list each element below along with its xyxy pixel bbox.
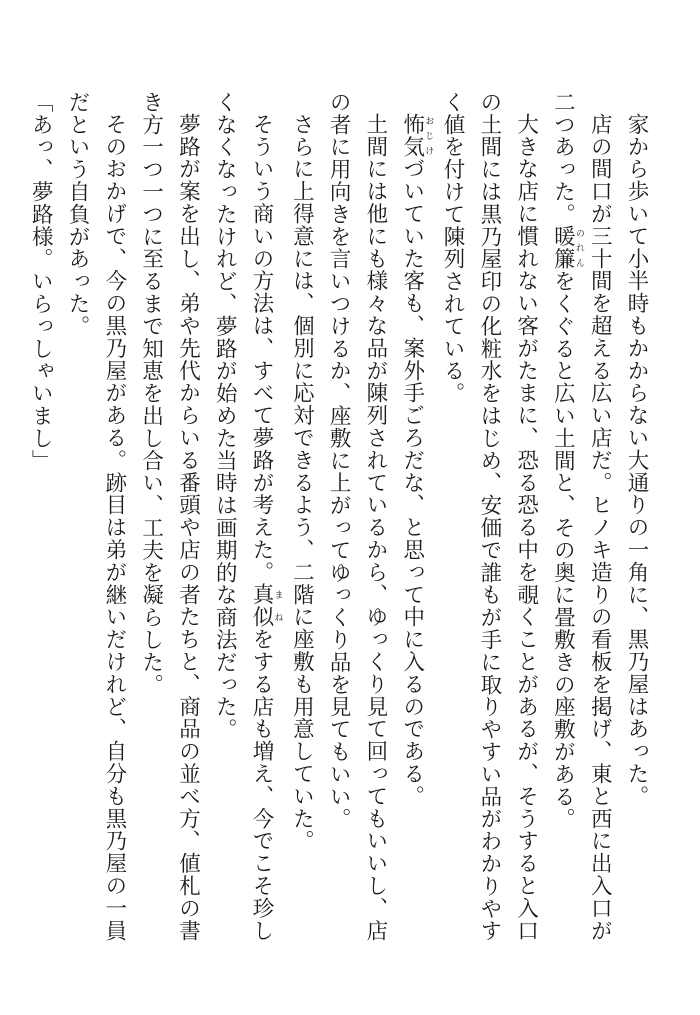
paragraph-10 — [21, 91, 58, 951]
paragraph-3 — [433, 91, 543, 951]
paragraph-4 — [393, 91, 433, 951]
paragraph-6 — [283, 91, 320, 951]
ruby-reading: のれん — [573, 225, 584, 271]
text-segment: 大きな店に慣れない客がたまに、恐る恐る中を覗くことがあるが、そうすると入口の土間には黒乃屋印の化粧水をはじめ、安価で誰もが手に取りやすい品がわかりやすく値を付けて陳列されている。 — [440, 91, 539, 943]
ruby-annotation — [550, 225, 584, 271]
text-segment: をくぐると広い土間と、その奥に畳敷きの座敷がある。 — [550, 270, 576, 831]
text-segment: さらに上得意には、個別に応対できるよう、二階に座敷も用意していた。 — [289, 112, 315, 852]
paragraph-1 — [617, 91, 654, 951]
vertical-text-body — [21, 91, 654, 951]
paragraph-2 — [544, 91, 618, 951]
text-segment: づいていた客も、案外手ごろだな、と思って中に入るのである。 — [399, 157, 425, 807]
paragraph-7 — [205, 91, 282, 951]
text-segment: 家から歩いて小半時もかからない大通りの一角に、黒乃屋はあった。 — [624, 112, 649, 807]
ruby-reading: おじけ — [423, 112, 434, 158]
text-segment: 土間には他にも様々な品が陳列されているから、ゆっくり見て回ってもいいし、店の者に用向きを言いつけるか、座敷に上がってゆっくり品を見てもいい。 — [326, 91, 388, 942]
paragraph-9 — [58, 91, 132, 951]
paragraph-5 — [319, 91, 393, 951]
ruby-base: 真似 — [249, 582, 275, 628]
ruby-base: 怖気 — [399, 112, 425, 158]
ruby-annotation — [249, 582, 283, 628]
text-segment: をする店も増え、今でこそ珍しくなくなったけれど、夢路が始めた当時は画期的な商法だった。 — [212, 91, 275, 942]
text-segment: 夢路が案を出し、弟や先代からいる番頭や店の者たちと、商品の並べ方、値札の書き方一つ一つに至るまで知恵を出し合い、工夫を凝らした。 — [138, 91, 201, 942]
text-segment: そういう商いの方法は、すべて夢路が考えた。 — [249, 112, 275, 583]
text-segment: 「あっ、夢路様。いらっしゃいまし」 — [28, 91, 54, 472]
text-segment: そのおかげで、今の黒乃屋がある。跡目は弟が継いだけれど、自分も黒乃屋の一員だという自負があった。 — [65, 91, 127, 942]
ruby-reading: まね — [272, 582, 283, 628]
text-segment: 店の間口が三十間を超える広い店だ。ヒノキ造りの看板を掲げ、東と西に出入口が二つあった。 — [550, 91, 613, 942]
paragraph-8 — [132, 91, 206, 951]
ruby-base: 暖簾 — [550, 225, 576, 271]
ruby-annotation — [399, 112, 434, 158]
